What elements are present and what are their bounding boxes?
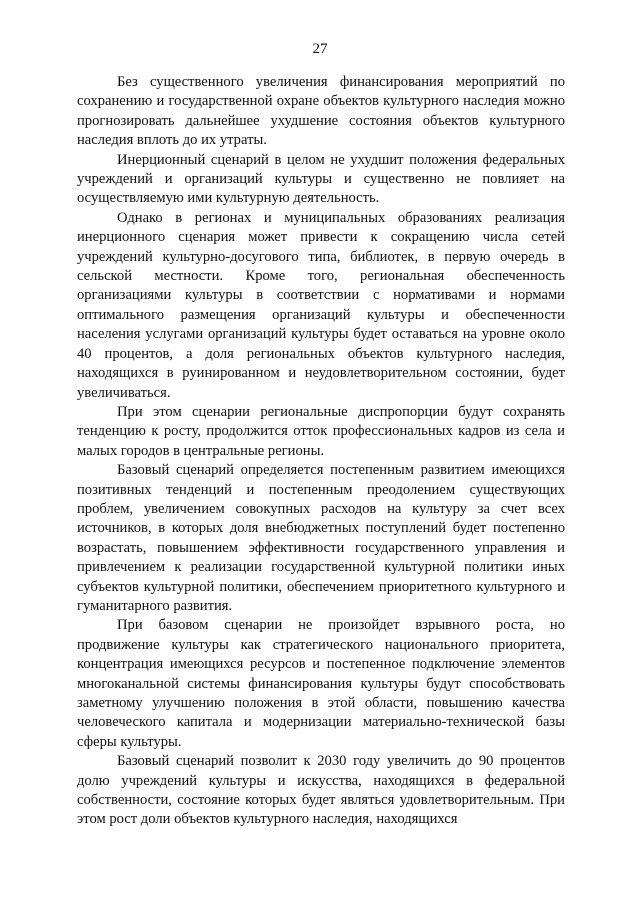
- paragraph: Инерционный сценарий в целом не ухудшит положения федеральных учреждений и организаций культуры и существенно не повлияет на осуществляемую ими культурную деятельность.: [77, 151, 565, 207]
- paragraph: Без существенного увеличения финансирования мероприятий по сохранению и государственной охране объектов культурного наследия можно прогнозировать дальнейшее ухудшение состояния объектов культурного наследия вплоть до их утраты.: [77, 74, 565, 149]
- document-body: [77, 73, 565, 830]
- paragraph: При этом сценарии региональные диспропорции будут сохранять тенденцию к росту, продолжится отток профессиональных кадров из села и малых городов в центральные регионы.: [77, 403, 565, 459]
- paragraph: Базовый сценарий позволит к 2030 году увеличить до 90 процентов долю учреждений культуры и искусства, находящихся в федеральной собственности, состояние которых будет являться удовлетворительным. При этом рост доли объектов культурного наследия, находящихся: [77, 753, 565, 828]
- paragraph: При базовом сценарии не произойдет взрывного роста, но продвижение культуры как стратегического национального приоритета, концентрация имеющихся ресурсов и постепенное подключение элементов многоканальной системы финансирования культуры будут способствовать заметному улучшению положения в этой области, повышению качества человеческого капитала и модернизации материально-технической базы сферы культуры.: [77, 617, 565, 750]
- paragraph: Однако в регионах и муниципальных образованиях реализация инерционного сценария может привести к сокращению числа сетей учреждений культурно-досугового типа, библиотек, в первую очередь в сельской местности. Кроме того, региональная обеспеченность организациями культуры в соответствии с нормативами и нормами оптимального размещения организаций культуры и обеспеченности населения услугами организаций культуры будет оставаться на уровне около 40 процентов, а доля региональных объектов культурного наследия, находящихся в руинированном и неудовлетворительном состоянии, будет увеличиваться.: [77, 209, 565, 401]
- paragraph: Базовый сценарий определяется постепенным развитием имеющихся позитивных тенденций и постепенным преодолением существующих проблем, увеличением совокупных расходов на культуру за счет всех источников, в которых доля внебюджетных поступлений будет постепенно возрастать, повышением эффективности государственного управления и привлечением к реализации государственной культурной политики иных субъектов культурной политики, обеспечением приоритетного культурного и гуманитарного развития.: [77, 462, 565, 614]
- page-number: 27: [312, 41, 328, 57]
